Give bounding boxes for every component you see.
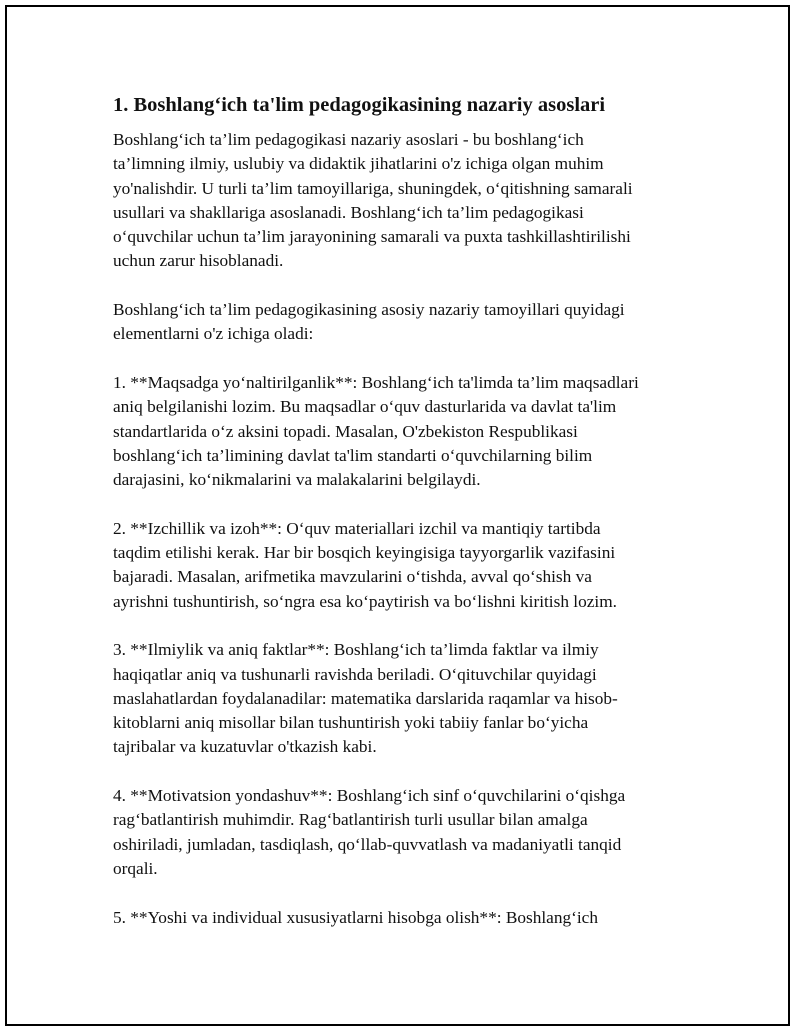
list-item-1: 1. **Maqsadga yo‘naltirilganlik**: Boshlang‘ich ta'limda ta’lim maqsadlari aniq belgilanishi lozim. Bu maqsadlar o‘quv dasturlarida va davlat ta'lim standartlarida o‘z aksini topadi. Masalan, O'zbekiston Respublikasi boshlang‘ich ta’limining davlat ta'lim standarti o‘quvchilarning bilim darajasini, ko‘nikmalarini va malakalarini belgilaydi. bbox=[113, 372, 639, 490]
list-item-4: 4. **Motivatsion yondashuv**: Boshlang‘ich sinf o‘quvchilarini o‘qishga rag‘batlantirish muhimdir. Rag‘batlantirish turli usullar bilan amalga oshiriladi, jumladan, tasdiqlash, qo‘llab-quvvatlash va madaniyatli tanqid orqali. bbox=[113, 786, 626, 878]
document-body bbox=[113, 92, 703, 954]
list-item-2: 2. **Izchillik va izoh**: O‘quv materiallari izchil va mantiqiy tartibda taqdim etilishi kerak. Har bir bosqich keyingisiga tayyorgarlik vazifasini bajaradi. Masalan, arifmetika mavzularini o‘tishda, avval qo‘shish va ayrishni tushuntirish, so‘ngra esa ko‘paytirish va bo‘lishni kiritish lozim. bbox=[113, 518, 617, 611]
list-item-5: 5. **Yoshi va individual xususiyatlarni hisobga olish**: Boshlang‘ich bbox=[113, 907, 598, 927]
paragraph-intro: Boshlang‘ich ta’lim pedagogikasi nazariy asoslari - bu boshlang‘ich ta’limning ilmiy, uslubiy va didaktik jihatlarini o'z ichiga olgan muhim yo'nalishdir. U turli ta’lim tamoyillariga, shuningdek, o‘qitishning samarali usullari va shakllariga asoslanadi. Boshlang‘ich ta’lim pedagogikasi o‘quvchilar uchun ta’lim jarayonining samarali va puxta tashkillashtirilishi uchun zarur hisoblanadi. bbox=[113, 130, 633, 271]
list-item-3: 3. **Ilmiylik va aniq faktlar**: Boshlang‘ich ta’limda faktlar va ilmiy haqiqatlar aniq va tushunarli ravishda beriladi. O‘qituvchilar quyidagi maslahatlardan foydalanadilar: matematika darslarida raqamlar va hisob- kitoblarni aniq misollar bilan tushuntirish yoki tabiiy fanlar bo‘yicha tajribalar va kuzatuvlar o'tkazish kabi. bbox=[113, 640, 618, 757]
section-heading: 1. Boshlang‘ich ta'lim pedagogikasining nazariy asoslari bbox=[113, 94, 606, 116]
paragraph-principles-lead: Boshlang‘ich ta’lim pedagogikasining asosiy nazariy tamoyillari quyidagi elementlarni o'z ichiga oladi: bbox=[113, 300, 625, 344]
